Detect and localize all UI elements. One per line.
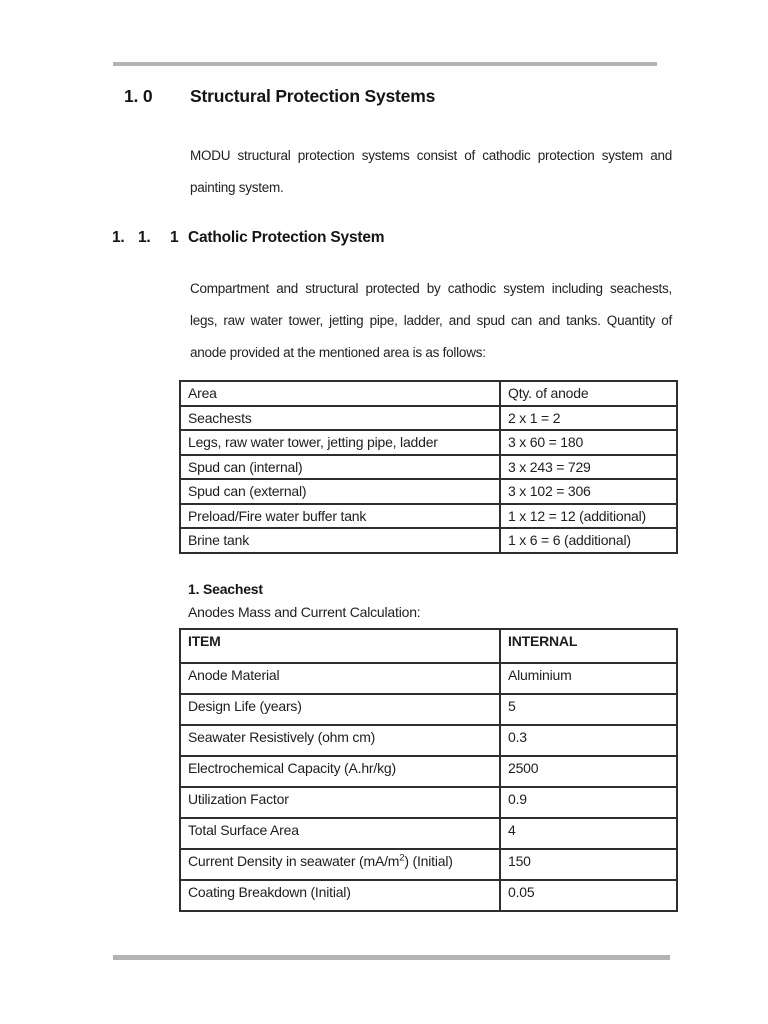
table-cell: Seachests (180, 406, 500, 431)
section-number-part: 1. (138, 229, 151, 246)
table-cell: Spud can (external) (180, 479, 500, 504)
table-cell: Legs, raw water tower, jetting pipe, ladder (180, 430, 500, 455)
table-cell: 3 x 102 = 306 (500, 479, 677, 504)
table-row (180, 455, 677, 480)
table-cell: Electrochemical Capacity (A.hr/kg) (180, 756, 500, 787)
table-cell: 2500 (500, 756, 677, 787)
column-header: Area (180, 381, 500, 406)
cell-text: Current Density in seawater (mA/m (188, 853, 400, 869)
table-row (180, 663, 677, 694)
table-cell: 0.9 (500, 787, 677, 818)
table-cell: 2 x 1 = 2 (500, 406, 677, 431)
table-row (180, 479, 677, 504)
table-header-row (180, 629, 677, 663)
paragraph-line: legs, raw water tower, jetting pipe, ladder, and spud can and tanks. Quantity of (190, 313, 672, 328)
body-paragraph (190, 273, 672, 369)
table-cell: Spud can (internal) (180, 455, 500, 480)
header-rule (113, 62, 657, 66)
footer-rule (113, 955, 670, 960)
table-row (180, 694, 677, 725)
column-header: ITEM (180, 629, 500, 663)
paragraph-line: anode provided at the mentioned area is as follows: (190, 345, 486, 360)
table-row (180, 725, 677, 756)
table-cell: 1 x 6 = 6 (additional) (500, 528, 677, 553)
table-cell: Aluminium (500, 663, 677, 694)
table-cell: Brine tank (180, 528, 500, 553)
table-row (180, 756, 677, 787)
table-cell: 150 (500, 849, 677, 880)
table-row (180, 528, 677, 553)
paragraph-line: MODU structural protection systems consist of cathodic protection system and (190, 148, 672, 163)
table-cell: 5 (500, 694, 677, 725)
table-row (180, 406, 677, 431)
table-cell: Utilization Factor (180, 787, 500, 818)
table-row (180, 849, 677, 880)
table-row (180, 787, 677, 818)
section-heading: Catholic Protection System (188, 229, 385, 246)
table-cell: 0.3 (500, 725, 677, 756)
table-cell: 4 (500, 818, 677, 849)
column-header: Qty. of anode (500, 381, 677, 406)
table-cell: 3 x 60 = 180 (500, 430, 677, 455)
table-row (180, 880, 677, 911)
table-cell: Coating Breakdown (Initial) (180, 880, 500, 911)
title-number: 1. 0 (124, 86, 153, 106)
cell-text: ) (Initial) (404, 853, 453, 869)
section-number-part: 1. (112, 229, 125, 246)
table-header-row (180, 381, 677, 406)
table-cell: Seawater Resistively (ohm cm) (180, 725, 500, 756)
superscript: 2 (399, 852, 405, 864)
table-cell: Preload/Fire water buffer tank (180, 504, 500, 529)
anode-calculation-table (179, 628, 678, 912)
intro-paragraph (190, 140, 672, 204)
table-cell: Design Life (years) (180, 694, 500, 725)
table-cell: 3 x 243 = 729 (500, 455, 677, 480)
table-row (180, 430, 677, 455)
table-row (180, 818, 677, 849)
paragraph-line: Compartment and structural protected by cathodic system including seachests, (190, 281, 672, 296)
calculation-label: Anodes Mass and Current Calculation: (188, 604, 421, 620)
table-cell: 1 x 12 = 12 (additional) (500, 504, 677, 529)
table-cell: 0.05 (500, 880, 677, 911)
table-cell: Anode Material (180, 663, 500, 694)
seachest-heading: 1. Seachest (188, 581, 263, 597)
anode-quantity-table (179, 380, 678, 554)
page-title: Structural Protection Systems (190, 86, 436, 106)
paragraph-line: painting system. (190, 180, 284, 195)
column-header: INTERNAL (500, 629, 677, 663)
table-cell (180, 849, 500, 880)
table-cell: Total Surface Area (180, 818, 500, 849)
section-number-part: 1 (170, 229, 179, 246)
table-row (180, 504, 677, 529)
